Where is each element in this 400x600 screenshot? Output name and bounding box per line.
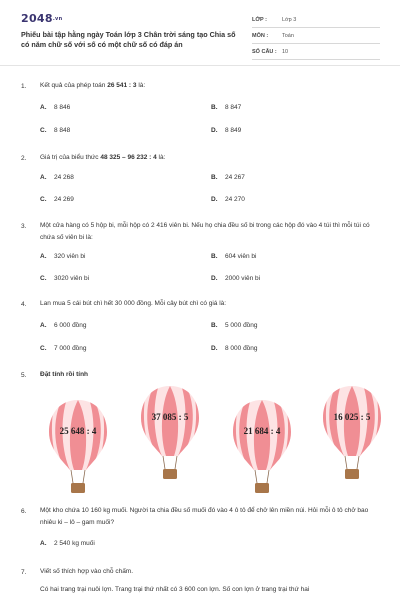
- option-text: 320 viên bi: [54, 253, 86, 260]
- worksheet-header: [0, 0, 400, 66]
- balloon-expression: 37 085 : 5: [151, 412, 189, 422]
- option-d[interactable]: [211, 196, 245, 203]
- balloon-rope: [255, 470, 257, 483]
- option-letter: A.: [40, 322, 47, 329]
- question-text-part: Giá trị của biểu thức: [40, 154, 101, 161]
- balloon-rope: [357, 456, 359, 469]
- question-text: Viết số thích hợp vào chỗ chấm.: [40, 568, 134, 575]
- option-b[interactable]: [211, 104, 241, 111]
- question-number: 6.: [21, 508, 27, 515]
- option-letter: A.: [40, 253, 47, 260]
- logo-text: 2048: [21, 12, 53, 25]
- question-number: 3.: [21, 223, 27, 230]
- option-letter: C.: [40, 127, 47, 134]
- question-expression: 26 541 : 3: [107, 82, 137, 89]
- option-text: 8 000 đồng: [225, 345, 258, 352]
- hot-air-balloon: [232, 398, 292, 498]
- info-value: 10: [282, 49, 289, 55]
- option-letter: D.: [211, 196, 218, 203]
- hot-air-balloon: [140, 384, 200, 484]
- hot-air-balloon: [322, 384, 382, 484]
- balloon-rope: [83, 470, 85, 483]
- option-b[interactable]: [211, 322, 258, 329]
- balloon-rope: [71, 470, 73, 483]
- worksheet-title: Phiếu bài tập hằng ngày Toán lớp 3 Chân trời sáng tạo Chia số có năm chữ số với số có một chữ số có đáp án: [21, 30, 236, 49]
- balloon-basket: [71, 483, 85, 493]
- option-text: 2000 viên bi: [225, 275, 261, 282]
- option-letter: D.: [211, 345, 218, 352]
- option-letter: B.: [211, 253, 218, 260]
- option-text: 2 540 kg muối: [54, 540, 95, 547]
- balloon-expression: 16 025 : 5: [333, 412, 371, 422]
- info-row-count: [252, 45, 380, 60]
- info-value: Lớp 3: [282, 17, 297, 23]
- question-text: Đặt tính rồi tính: [40, 371, 89, 378]
- option-text: 5 000 đồng: [225, 322, 258, 329]
- balloon-basket: [345, 469, 359, 479]
- option-text: 3020 viên bi: [54, 275, 90, 282]
- info-key: SỐ CÂU :: [252, 49, 277, 55]
- balloon-rope: [163, 456, 165, 469]
- option-text: 7 000 đồng: [54, 345, 87, 352]
- question-expression: 48 325 – 96 232 : 4: [100, 154, 157, 161]
- option-a[interactable]: [40, 322, 87, 329]
- option-text: 24 268: [54, 174, 74, 181]
- option-letter: D.: [211, 127, 218, 134]
- option-a[interactable]: [40, 253, 85, 260]
- option-d[interactable]: [211, 275, 260, 282]
- balloon-rope: [345, 456, 347, 469]
- logo-suffix: .vn: [52, 16, 63, 22]
- option-text: 8 846: [54, 104, 71, 111]
- option-text: 8 848: [54, 127, 71, 134]
- option-a[interactable]: [40, 104, 70, 111]
- balloon-basket: [255, 483, 269, 493]
- option-text: 24 270: [225, 196, 245, 203]
- question-number: 1.: [21, 83, 27, 90]
- option-letter: A.: [40, 104, 47, 111]
- option-letter: B.: [211, 322, 218, 329]
- question-text: Một kho chứa 10 160 kg muối. Người ta chia đều số muối đó vào 4 ô tô để chở lên miền núi. Hỏi mỗi ô tô chở bao nhiêu ki – lô – gam muối?: [40, 507, 369, 526]
- balloon-rope: [175, 456, 177, 469]
- option-a[interactable]: [40, 174, 74, 181]
- option-letter: C.: [40, 275, 47, 282]
- option-text: 6 000 đồng: [54, 322, 87, 329]
- balloon-rope: [267, 470, 269, 483]
- question-text: [40, 152, 385, 164]
- option-a[interactable]: [40, 540, 95, 547]
- question-text-part: là:: [136, 82, 146, 89]
- option-text: 24 267: [225, 174, 245, 181]
- info-key: LỚP :: [252, 17, 267, 23]
- question-number: 2.: [21, 155, 27, 162]
- option-c[interactable]: [40, 127, 70, 134]
- option-text: 8 847: [225, 104, 242, 111]
- question-number: 4.: [21, 301, 27, 308]
- question-text: [40, 80, 385, 92]
- option-text: 8 849: [225, 127, 242, 134]
- info-value: Toán: [282, 33, 294, 39]
- option-letter: C.: [40, 196, 47, 203]
- option-c[interactable]: [40, 196, 74, 203]
- option-letter: C.: [40, 345, 47, 352]
- option-b[interactable]: [211, 253, 256, 260]
- option-d[interactable]: [211, 345, 258, 352]
- info-key: MÔN :: [252, 33, 269, 39]
- option-letter: B.: [211, 104, 218, 111]
- question-text-part: là:: [156, 154, 166, 161]
- option-text: 24 269: [54, 196, 74, 203]
- option-c[interactable]: [40, 345, 87, 352]
- option-letter: B.: [211, 174, 218, 181]
- balloon-expression: 25 648 : 4: [59, 426, 97, 436]
- hot-air-balloon: [48, 398, 108, 498]
- question-extra-text: Có hai trang trại nuôi lợn. Trang trại thứ nhất có 3 600 con lợn. Số con lợn ở trang trại thứ hai: [40, 586, 310, 593]
- question-text-part: Kết quả của phép toán: [40, 82, 108, 89]
- info-row-class: [252, 13, 380, 28]
- option-letter: A.: [40, 174, 47, 181]
- option-b[interactable]: [211, 174, 245, 181]
- option-letter: A.: [40, 540, 47, 547]
- option-letter: D.: [211, 275, 218, 282]
- question-number: 5.: [21, 372, 27, 379]
- question-number: 7.: [21, 569, 27, 576]
- option-d[interactable]: [211, 127, 241, 134]
- balloon-expression: 21 684 : 4: [243, 426, 281, 436]
- question-text: Lan mua 5 cái bút chì hết 30 000 đồng. Mỗi cây bút chì có giá là:: [40, 300, 227, 307]
- option-text: 604 viên bi: [225, 253, 257, 260]
- info-row-subject: [252, 29, 380, 44]
- site-logo[interactable]: [21, 12, 62, 25]
- balloon-basket: [163, 469, 177, 479]
- option-c[interactable]: [40, 275, 89, 282]
- question-text: Một cửa hàng có 5 hộp bi, mỗi hộp có 2 416 viên bi. Nếu họ chia đều số bi trong các hộp đó vào 4 túi thì mỗi túi có chứa số viên bi là:: [40, 222, 370, 241]
